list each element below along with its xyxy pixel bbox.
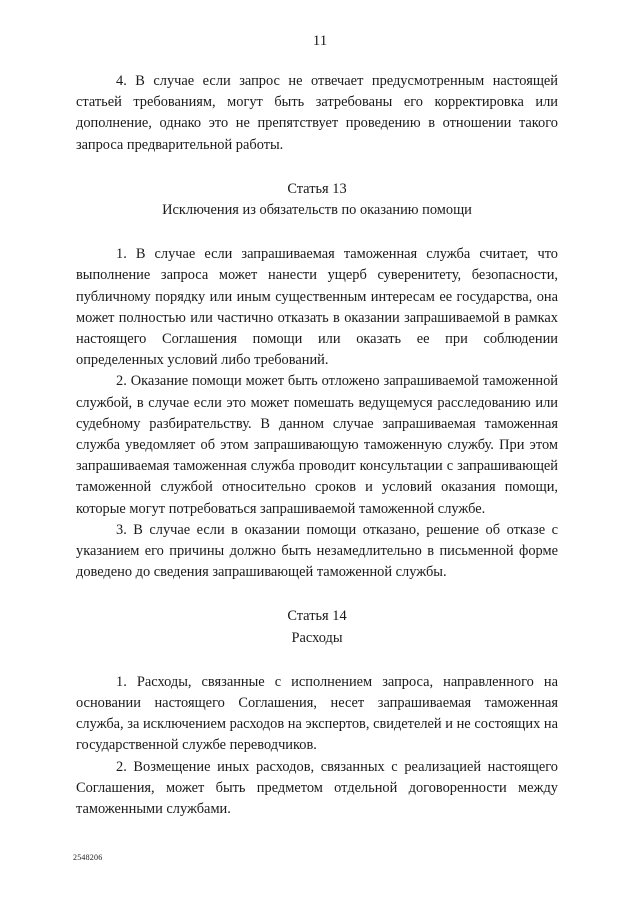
article-13-title: Статья 13 (287, 180, 347, 197)
article-13-paragraph-2: 2. Оказание помощи может быть отложено запрашиваемой таможенной службой, в случае если это может помешать ведущемуся расследованию или судебному разбирательству. В данном случае запрашиваемая таможенная служба уведомляет об этом запрашивающую таможенную службу. При этом запрашиваемая таможенная служба проводит консультации с запрашивающей таможенной службой относительно сроков и условий оказания помощи, которые могут потребоваться запрашиваемой таможенной службе. (76, 373, 558, 517)
article-14-subtitle: Расходы (291, 629, 343, 646)
article-14-paragraph-2: 2. Возмещение иных расходов, связанных с реализацией настоящего Соглашения, может быть предметом отдельной договоренности между таможенными службами. (76, 758, 558, 818)
spacer (76, 221, 558, 244)
page-number: 11 (312, 33, 328, 49)
article-13-paragraph-1: 1. В случае если запрашиваемая таможенная служба считает, что выполнение запроса может нанести ущерб суверенитету, безопасности, публичному порядку или иным существенным интересам ее государства, она может полностью или частично отказать в оказании запрашиваемой в рамках настоящего Соглашения помощи или оказать ее при соблюдении определенных условий либо требований. (76, 246, 558, 369)
document-body (76, 71, 558, 820)
paragraph-intro: 4. В случае если запрос не отвечает предусмотренным настоящей статьей требованиям, могут быть затребованы его корректировка или дополнение, однако это не препятствует проведению в отношении такого запроса предварительной работы. (76, 73, 558, 153)
spacer (76, 649, 558, 672)
article-14-title: Статья 14 (287, 608, 347, 625)
article-13-subtitle: Исключения из обязательств по оказанию помощи (162, 202, 472, 219)
article-13-paragraph-3: 3. В случае если в оказании помощи отказано, решение об отказе с указанием его причины должно быть незамедлительно в письменной форме доведено до сведения запрашивающей таможенной службы. (76, 521, 558, 581)
article-14-paragraph-1: 1. Расходы, связанные с исполнением запроса, направленного на основании настоящего Соглашения, несет запрашиваемая таможенная служба, за исключением расходов на экспертов, свидетелей и не состоящих на государственной службе переводчиков. (76, 673, 558, 754)
document-code: 2548206 (73, 853, 103, 862)
